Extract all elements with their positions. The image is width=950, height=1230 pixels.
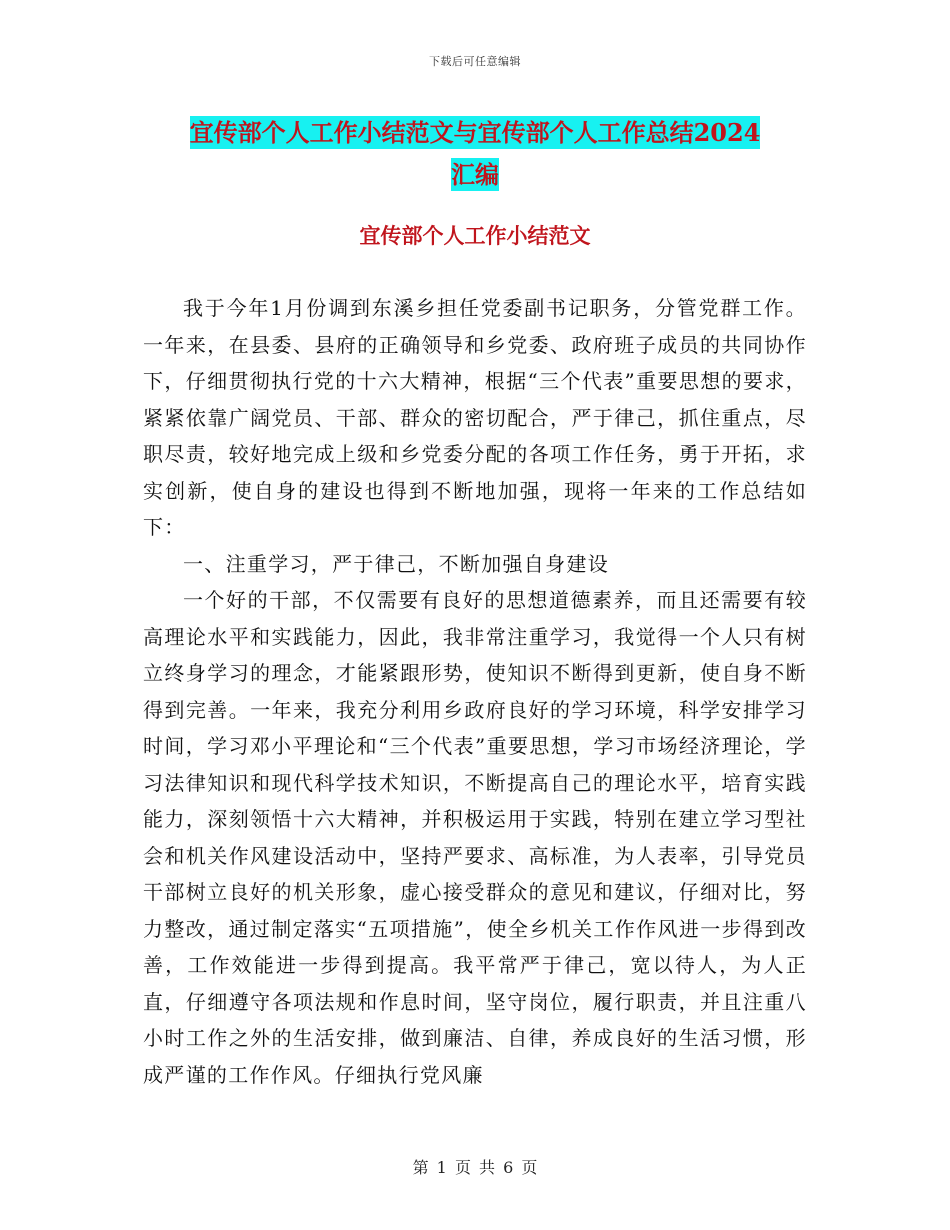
document-body: [143, 290, 807, 1093]
page-header-note: 下载后可任意编辑: [429, 55, 521, 68]
document-title-line-1: 宜传部个人工作小结范文与宜传部个人工作总结2024: [189, 118, 761, 147]
body-paragraph: 一个好的干部，不仅需要有良好的思想道德素养，而且还需要有较高理论水平和实践能力，因此，我非常注重学习，我觉得一个人只有树立终身学习的理念，才能紧跟形势，使知识不断得到更新，使自身不断得到完善。一年来，我充分利用乡政府良好的学习环境，科学安排学习时间，学习邓小平理论和“三个代表”重要思想，学习市场经济理论，学习法律知识和现代科学技术知识，不断提高自己的理论水平，培育实践能力，深刻领悟十六大精神，并积极运用于实践，特别在建立学习型社会和机关作风建设活动中，坚持严要求、高标准，为人表率，引导党员干部树立良好的机关形象，虚心接受群众的意见和建议，仔细对比，努力整改，通过制定落实“五项措施”，使全乡机关工作作风进一步得到改善，工作效能进一步得到提高。我平常严于律己，宽以待人，为人正直，仔细遵守各项法规和作息时间，坚守岗位，履行职责，并且注重八小时工作之外的生活安排，做到廉洁、自律，养成良好的生活习惯，形成严谨的工作作风。仔细执行党风廉: [143, 588, 807, 1087]
subsection-heading: 一、注重学习，严于律己，不断加强自身建设: [183, 551, 609, 576]
document-title: [150, 112, 800, 196]
section-title: 宜传部个人工作小结范文: [359, 223, 591, 248]
body-paragraph: 我于今年1月份调到东溪乡担任党委副书记职务，分管党群工作。一年来，在县委、县府的正确领导和乡党委、政府班子成员的共同协作下，仔细贯彻执行党的十六大精神，根据“三个代表”重要思想的要求，紧紧依靠广阔党员、干部、群众的密切配合，严于律己，抓住重点，尽职尽责，较好地完成上级和乡党委分配的各项工作任务，勇于开拓，求实创新，使自身的建设也得到不断地加强，现将一年来的工作总结如下：: [143, 296, 807, 539]
document-title-line-2: 汇编: [451, 160, 499, 189]
page-number-indicator: 第 1 页 共 6 页: [412, 1158, 538, 1177]
